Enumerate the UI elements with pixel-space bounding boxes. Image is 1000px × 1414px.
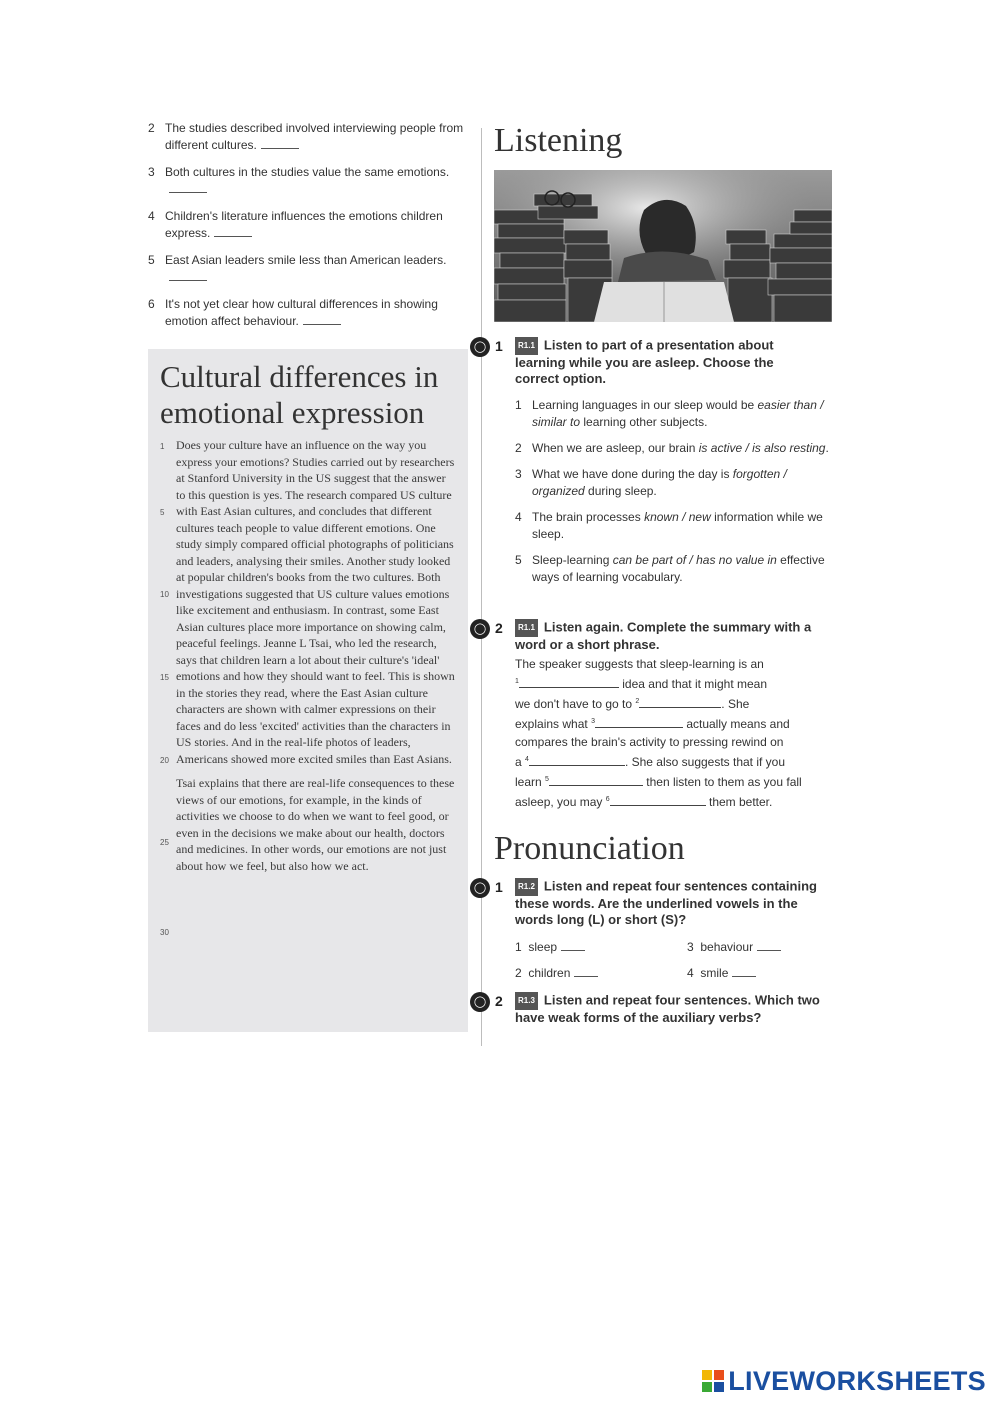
answer-blank[interactable] <box>757 940 781 951</box>
line-number: 30 <box>160 928 169 937</box>
list-item: 3 Both cultures in the studies value the same emotions. <box>145 164 470 198</box>
option-question-list <box>515 397 830 595</box>
column-divider <box>481 128 482 1046</box>
list-item: 4 The brain processes known / new information while we sleep. <box>515 510 823 541</box>
summary-gapfill: The speaker suggests that sleep-learning is an $^1$ idea and that it might mean we don't have to go to $^2$ . She explains what $^3$ actually means and compares the brain's activity to pressing rewind on a $^4$ . She also suggests that if you learn $^5$ then listen to them as you fall asleep, you may $^6$ them better. <box>515 657 802 809</box>
exercise-instruction: R1.2 Listen and repeat four sentences containing these words. Are the underlined vowels in the words long (L) or short (S)? <box>515 878 817 927</box>
worksheet-page: 2 The studies described involved interviewing people from different cultures. 3 Both cultures in the studies value the same emotions. 4 Children's literature influences the emotions children express. 5 East Asian leaders smile less than American leaders. 6 It's not yet clear how cultural differences in showing emotion affect behaviour. Cultural differences in emotional expression 1 5 10 15 20 25 30 Does your culture have an influence on the way you express your emotions? Studies carried out by researchers at Stanford University in the US suggest that the answer to this question is yes. The research compared US culture with East Asian cultures, and concludes that different cultures teach people to value different emotions. One study simply compared official photographs of politicians and leaders, analysing their smiles. Another study looked at popular children's books from the two cultures. Both investigations suggested that US culture values emotions like excitement and enthusiasm. In contrast, some East Asian cultures place more importance on showing calm, peaceful feelings. Jeanne L Tsai, who led the research, says that children learn a lot about their culture's 'ideal' emotions and how they should want to feel. This is shown in the stories they read, where the East Asian culture characters are shown with calmer expressions on their faces and do less 'excited' activities than the characters in US stories. And in the real-life photos of leaders, Americans showed more excited smiles than East Asians. Tsai explains that there are real-life consequences to these views of our emotions, for example, in the kinds of activities we choose to do when we want to feel good, or even in the decisions we make about our health, doctors and medicines. In other words, our emotions are not just about how we feel, but also how we act. Listening ◯ 1 R1.1 Listen to part of a presentation about learning while you are asleep. Choose the correct option. 1 Learning languages in our sleep would be easier than / similar to learning other subjects. 2 When we are asleep, our brain is active / is also resting. 3 What we have done during the day is forgotten / organized during sleep. 4 The brain processes known / new information while we sleep. 5 Sleep-learning can be part of / has no value in effective ways of learning vocabulary. ◯ 2 R1.1 Listen again. Complete the summary with a word or a short phrase. The speaker suggests that sleep-learning is an $^1$ idea and that it might mean we don't have to go to $^2$ . She explains what $^3$ actually means and compares the brain's activity to pressing rewind on a $^4$ . She also suggests that if you learn $^5$ then listen to them as you fall asleep, you may $^6$ them better. Pronunciation ◯ 1 R1.2 Listen and repeat four sentences containing these words. Are the underlined vowels in the words long (L) or short (S)? 1 sleep 3 behaviour 2 children 4 smile ◯ 2 R1.3 Listen and repeat four sentences. Which two have weak forms of the auxiliary verbs? LIVEWORKSHEETS <box>0 0 1000 1414</box>
list-item: 1 Learning languages in our sleep would be easier than / similar to learning other subjects. <box>515 398 824 429</box>
option-choice[interactable]: can be part of / has no value in <box>612 553 777 567</box>
logo-square <box>714 1382 724 1392</box>
list-item: 3 What we have done during the day is forgotten / organized during sleep. <box>515 467 787 498</box>
true-false-list <box>145 120 470 340</box>
article-box <box>148 349 468 1032</box>
lightbulb-icon: ◯ <box>470 992 490 1012</box>
line-number: 20 <box>160 756 169 765</box>
list-item: 4 smile <box>687 966 837 980</box>
list-item: 3 behaviour <box>687 940 837 954</box>
logo-icon <box>702 1370 724 1392</box>
answer-blank[interactable] <box>561 940 585 951</box>
answer-blank[interactable] <box>214 225 252 237</box>
logo-square <box>702 1382 712 1392</box>
exercise-instruction: R1.1 Listen to part of a presentation about learning while you are asleep. Choose the correct option. <box>515 337 774 386</box>
line-number: 15 <box>160 673 169 682</box>
gap-input[interactable] <box>610 795 706 806</box>
gap-input[interactable] <box>519 677 619 688</box>
list-item: 1 sleep <box>515 940 665 954</box>
logo-square <box>702 1370 712 1380</box>
article-paragraph: Tsai explains that there are real-life consequences to these views of our emotions, for example, in the kinds of activities we choose to do when we want to feel good, or even in the decisions we make about our health, doctors and medicines. In other words, our emotions are not just about how we feel, but also how we act. <box>176 776 455 873</box>
article-title: Cultural differences in emotional expression <box>160 359 439 430</box>
line-number: 5 <box>160 508 165 517</box>
answer-blank[interactable] <box>169 269 207 281</box>
lightbulb-icon: ◯ <box>470 337 490 357</box>
exercise-instruction: R1.1 Listen again. Complete the summary with a word or a short phrase. <box>515 619 812 652</box>
line-number: 1 <box>160 442 165 451</box>
answer-blank[interactable] <box>574 966 598 977</box>
list-item: 6 It's not yet clear how cultural differences in showing emotion affect behaviour. <box>148 297 438 328</box>
answer-blank[interactable] <box>303 313 341 325</box>
logo-square <box>714 1370 724 1380</box>
lightbulb-icon: ◯ <box>470 878 490 898</box>
line-number: 10 <box>160 590 169 599</box>
liveworksheets-logo[interactable] <box>702 1366 986 1396</box>
option-choice[interactable]: forgotten / organized <box>532 467 787 498</box>
list-item: 2 The studies described involved interviewing people from different cultures. <box>148 121 464 152</box>
answer-blank[interactable] <box>732 966 756 977</box>
article-body <box>160 437 456 937</box>
gap-input[interactable] <box>549 775 643 786</box>
answer-blank[interactable] <box>261 137 299 149</box>
lightbulb-icon: ◯ <box>470 619 490 639</box>
gap-input[interactable] <box>595 717 683 728</box>
option-choice[interactable]: easier than / similar to <box>532 398 824 429</box>
logo-text: LIVEWORKSHEETS <box>728 1365 986 1396</box>
pronunciation-heading: Pronunciation <box>494 830 685 867</box>
photo-student-asleep-on-books <box>494 170 832 322</box>
line-number: 25 <box>160 838 169 847</box>
audio-track-tag[interactable]: R1.1 <box>515 619 538 637</box>
list-item: 4 Children's literature influences the emotions children express. <box>148 209 443 240</box>
list-item: 2 When we are asleep, our brain is active / is also resting. <box>515 441 829 455</box>
audio-track-tag[interactable]: R1.2 <box>515 878 538 896</box>
option-choice[interactable]: is active / is also resting <box>698 441 826 455</box>
list-item: 2 children <box>515 966 665 980</box>
photo-illustration <box>494 170 832 322</box>
answer-blank[interactable] <box>169 181 207 193</box>
audio-track-tag[interactable]: R1.3 <box>515 992 538 1010</box>
gap-input[interactable] <box>529 755 625 766</box>
list-item: 5 Sleep-learning can be part of / has no value in effective ways of learning vocabulary. <box>515 553 825 584</box>
list-item: 5 East Asian leaders smile less than American leaders. <box>145 252 470 286</box>
gap-input[interactable] <box>639 697 721 708</box>
article-paragraph: Does your culture have an influence on the way you express your emotions? Studies carried out by researchers at Stanford University in the US suggest that the answer to this question is yes. The research compared US culture with East Asian cultures, and concludes that different cultures teach people to value different emotions. One study simply compared official photographs of politicians and leaders, analysing their smiles. Another study looked at popular children's books from the two cultures. Both investigations suggested that US culture values emotions like excitement and enthusiasm. In contrast, some East Asian cultures place more importance on showing calm, peaceful feelings. Jeanne L Tsai, who led the research, says that children learn a lot about their culture's 'ideal' emotions and how they should want to feel. This is shown in the stories they read, where the East Asian culture characters are shown with calmer expressions on their faces and do less 'excited' activities than the characters in US stories. And in the real-life photos of leaders, Americans showed more excited smiles than East Asians. <box>176 438 455 766</box>
listening-heading: Listening <box>494 122 623 159</box>
audio-track-tag[interactable]: R1.1 <box>515 337 538 355</box>
exercise-instruction: R1.3 Listen and repeat four sentences. Which two have weak forms of the auxiliary verbs? <box>515 992 820 1025</box>
option-choice[interactable]: known / new <box>644 510 711 524</box>
